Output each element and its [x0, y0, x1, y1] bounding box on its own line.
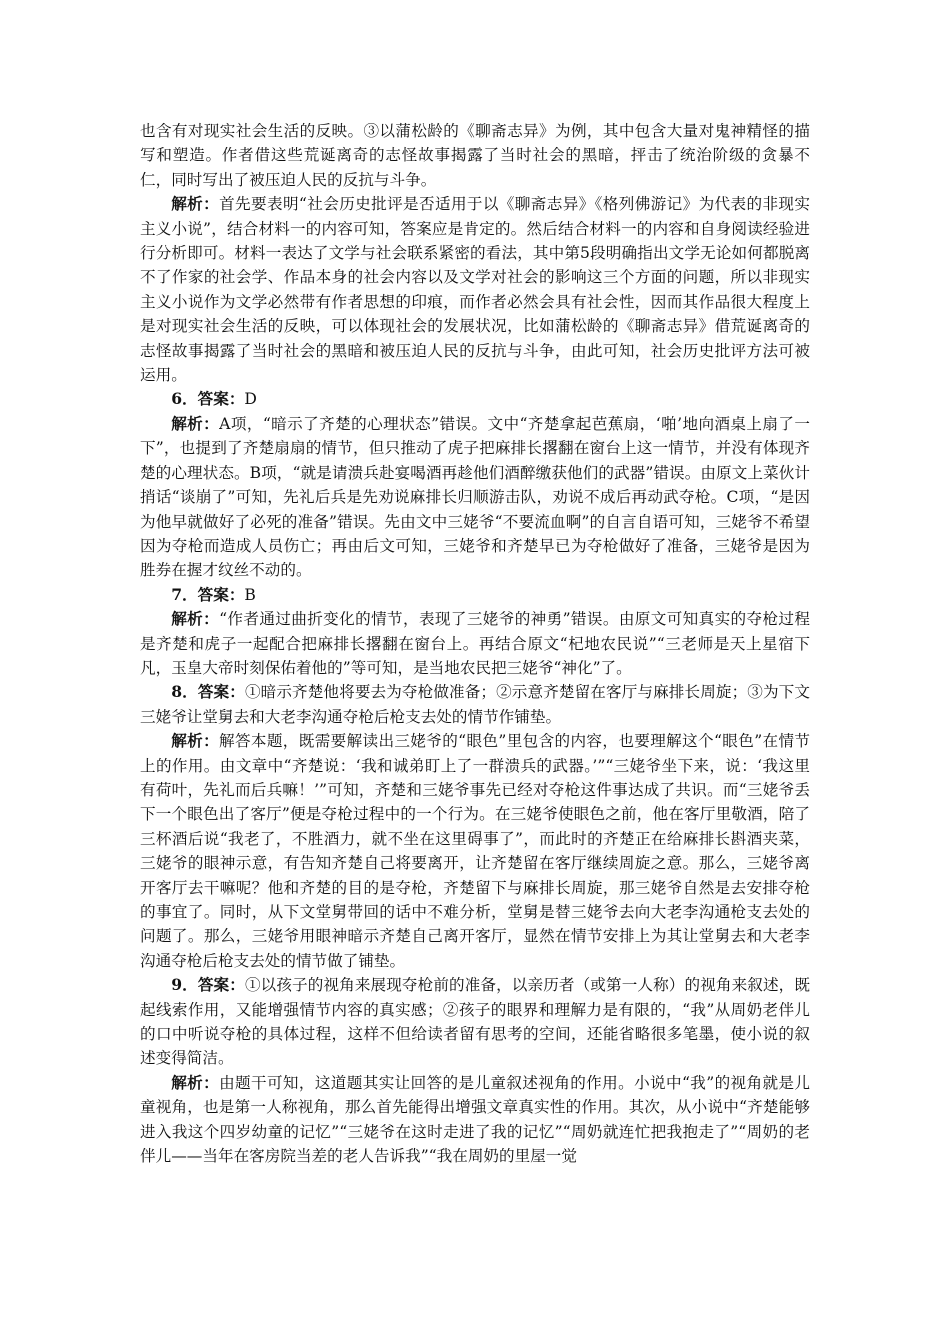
analysis-paragraph-5	[140, 192, 810, 387]
analysis-paragraph-6	[140, 412, 810, 583]
paragraph-text: A项，“暗示了齐楚的心理状态”错误。文中“齐楚拿起芭蕉扇，‘啪’地向酒桌上扇了一下”，也提到了齐楚扇扇的情节，但只推动了虎子把麻排长撂翻在窗台上这一情节，并没有体现齐楚的心理状态。B项，“就是请溃兵赴宴喝酒再趁他们酒醉缴获他们的武器”错误。由原文上菜伙计捎话“谈崩了”可知，先礼后兵是先劝说麻排长归顺游击队，劝说不成后再动武夺枪。C项，“是因为他早就做好了必死的准备”错误。先由文中三姥爷“不要流血啊”的自言自语可知，三姥爷不希望因为夺枪而造成人员伤亡；再由后文可知，三姥爷和齐楚早已为夺枪做好了准备，三姥爷是因为胜券在握才纹丝不动的。	[140, 414, 810, 580]
paragraph-text: B	[244, 585, 256, 604]
paragraph-text: 首先要表明“社会历史批评是否适用于以《聊斋志异》《格列佛游记》为代表的非现实主义小说”，结合材料一的内容可知，答案应是肯定的。然后结合材料一的内容和自身阅读经验进行分析即可。材料一表达了文学与社会联系紧密的看法，其中第5段明确指出文学无论如何都脱离不了作家的社会学、作品本身的社会内容以及文学对社会的影响这三个方面的问题，所以非现实主义小说作为文学必然带有作者思想的印痕，而作者必然会具有社会性，因而其作品很大程度上是对现实社会生活的反映，可以体现社会的发展状况，比如蒲松龄的《聊斋志异》借荒诞离奇的志怪故事揭露了当时社会的黑暗和被压迫人民的反抗与斗争，由此可知，社会历史批评方法可被运用。	[140, 195, 810, 385]
paragraph-text: D	[244, 390, 257, 409]
paragraph-text: ①暗示齐楚他将要去为夺枪做准备；②示意齐楚留在客厅与麻排长周旋；③为下文三姥爷让堂舅去和大老李沟通夺枪后枪支去处的情节作铺垫。	[140, 683, 810, 726]
paragraph-text: 解答本题，既需要解读出三姥爷的“眼色”里包含的内容，也要理解这个“眼色”在情节上的作用。由文章中“齐楚说：‘我和诚弟盯上了一群溃兵的武器。’”“三姥爷坐下来，说：‘我这里有荷叶，先礼而后兵嘛！’”可知，齐楚和三姥爷事先已经对夺枪这件事达成了共识。而“三姥爷丢下一个眼色出了客厅”便是夺枪过程中的一个行为。在三姥爷使眼色之前，他在客厅里敬酒，陪了三杯酒后说“我老了，不胜酒力，就不坐在这里碍事了”，而此时的齐楚正在给麻排长斟酒夹菜，三姥爷的眼神示意，有告知齐楚自己将要离开，让齐楚留在客厅继续周旋之意。那么，三姥爷离开客厅去干嘛呢？他和齐楚的目的是夺枪，齐楚留下与麻排长周旋，那三姥爷自然是去安排夺枪的事宜了。同时，从下文堂舅带回的话中不难分析，堂舅是替三姥爷去向大老李沟通枪支去处的问题了。那么，三姥爷用眼神暗示齐楚自己离开客厅，显然在情节安排上为其让堂舅去和大老李沟通夺枪后枪支去处的情节做了铺垫。	[140, 732, 810, 970]
answer-label: 7．答案：	[171, 584, 245, 604]
analysis-paragraph-8	[140, 729, 810, 973]
paragraph-text: 也含有对现实社会生活的反映。③以蒲松龄的《聊斋志异》为例，其中包含大量对鬼神精怪的描写和塑造。作者借这些荒诞离奇的志怪故事揭露了当时社会的黑暗，抨击了统治阶级的贪暴不仁，同时写出了被压迫人民的反抗与斗争。	[140, 122, 810, 189]
analysis-label: 解析：	[171, 1072, 220, 1092]
analysis-paragraph-7	[140, 607, 810, 680]
paragraph-text: 由题干可知，这道题其实让回答的是儿童叙述视角的作用。小说中“我”的视角就是儿童视角，也是第一人称视角，那么首先能得出增强文章真实性的作用。其次，从小说中“齐楚能够进入我这个四岁幼童的记忆”“三姥爷在这时走进了我的记忆”“周奶就连忙把我抱走了”“周奶的老伴儿——当年在客房院当差的老人告诉我”“我在周奶的里屋一觉	[140, 1073, 810, 1166]
answer-label: 6．答案：	[171, 389, 245, 409]
answer-continuation	[140, 119, 810, 192]
answer-8	[140, 680, 810, 729]
paragraph-text: “作者通过曲折变化的情节，表现了三姥爷的神勇”错误。由原文可知真实的夺枪过程是齐楚和虎子一起配合把麻排长撂翻在窗台上。再结合原文“杞地农民说”“三老师是天上星宿下凡，玉皇大帝时刻保佑着他的”等可知，是当地农民把三姥爷“神化”了。	[140, 610, 810, 677]
analysis-label: 解析：	[171, 413, 220, 433]
answer-7	[140, 583, 810, 607]
analysis-label: 解析：	[171, 609, 220, 629]
analysis-label: 解析：	[171, 194, 220, 214]
answer-9	[140, 973, 810, 1071]
answer-label: 8．答案：	[171, 682, 245, 702]
analysis-paragraph-9	[140, 1071, 810, 1169]
answer-label: 9．答案：	[171, 975, 245, 995]
answer-6	[140, 387, 810, 411]
paragraph-text: ①以孩子的视角来展现夺枪前的准备，以亲历者（或第一人称）的视角来叙述，既起线索作用，又能增强情节内容的真实感；②孩子的眼界和理解力是有限的，“我”从周奶老伴儿的口中听说夺枪的具体过程，这样不但给读者留有思考的空间，还能省略很多笔墨，使小说的叙述变得简洁。	[140, 976, 810, 1068]
analysis-label: 解析：	[171, 731, 220, 751]
